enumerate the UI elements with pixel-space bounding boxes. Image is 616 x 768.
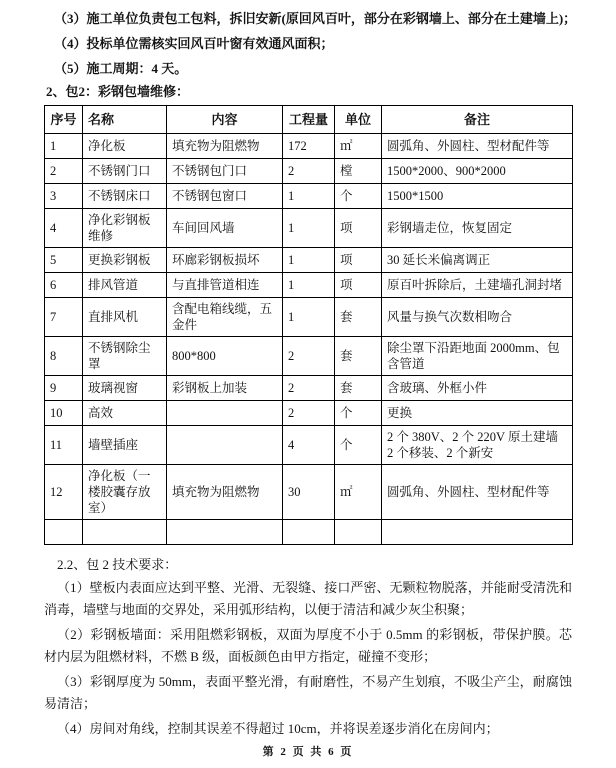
table-cell: 项 [335,248,382,273]
table-cell: 4 [283,426,335,465]
table-cell: 更换 [382,401,573,426]
table-cell: 1 [283,184,335,209]
table-cell: 2 [283,401,335,426]
table-cell: 1 [283,298,335,337]
requirement-line: （4）房间对角线，控制其误差不得超过 10cm，并将误差逐步消化在房间内； [57,721,499,736]
table-cell: 个 [335,184,382,209]
table-cell: 套 [335,298,382,337]
table-cell: 不锈钢床口 [83,184,167,209]
table-cell: 8 [45,337,83,376]
tech-requirements-paragraphs [44,577,572,740]
table-cell: 樘 [335,159,382,184]
table-cell: 2 个 380V、2 个 220V 原土建墙 2 个移装、2 个新安 [382,426,573,465]
table-header-cell: 备注 [382,106,573,134]
table-row [45,248,573,273]
table-body [45,134,573,545]
table-cell: 墙壁插座 [83,426,167,465]
table-cell: 30 延长米偏离调正 [382,248,573,273]
table-row [45,376,573,401]
table-header-row [45,106,573,134]
table-cell: 净化彩钢板维修 [83,209,167,248]
table-cell: 个 [335,426,382,465]
requirement-line: （2）彩钢板墙面：采用阻燃彩钢板，双面为厚度不小于 0.5mm 的彩钢板，带保护膜。芯材内层为阻燃材料，不燃 B 级，面板颜色由甲方指定，碰撞不变形； [44,627,572,664]
table-cell: 12 [45,465,83,520]
table-cell [83,520,167,545]
intro-line: （5）施工周期：4 天。 [54,61,188,76]
page-number-footer: 第 2 页 共 6 页 [262,746,354,758]
table-cell [167,520,283,545]
table-cell: ㎡ [335,465,382,520]
table-cell: 玻璃视窗 [83,376,167,401]
table-cell: 1500*2000、900*2000 [382,159,573,184]
table-cell: 含玻璃、外框小件 [382,376,573,401]
table-cell: 套 [335,337,382,376]
table-row [45,209,573,248]
table-header-cell: 内容 [167,106,283,134]
table-cell: 含配电箱线缆，五金件 [167,298,283,337]
work-items-table [44,105,573,545]
table-row [45,184,573,209]
table-cell: 圆弧角、外圆柱、型材配件等 [382,134,573,159]
table-cell: 净化板 [83,134,167,159]
table-cell [167,426,283,465]
table-cell: 11 [45,426,83,465]
table-cell: 除尘罩下沿距地面 2000mm、包含管道 [382,337,573,376]
table-cell: 与直排管道相连 [167,273,283,298]
requirement-line: （3）彩钢厚度为 50mm，表面平整光滑，有耐磨性，不易产生划痕，不吸尘产尘，耐腐蚀易清洁； [44,674,572,711]
table-cell: 1500*1500 [382,184,573,209]
table-cell: 高效 [83,401,167,426]
table-cell: 不锈钢门口 [83,159,167,184]
table-cell: 不锈钢包门口 [167,159,283,184]
table-cell: 2 [283,159,335,184]
table-cell: 172 [283,134,335,159]
table-row [45,298,573,337]
table-cell: 5 [45,248,83,273]
table-cell: 原百叶拆除后，土建墙孔洞封堵 [382,273,573,298]
table-cell: ㎡ [335,134,382,159]
table-cell: 更换彩钢板 [83,248,167,273]
table-header-cell: 名称 [83,106,167,134]
table-cell: 不锈钢包窗口 [167,184,283,209]
table-header-cell: 工程量 [283,106,335,134]
table-cell: 车间回风墙 [167,209,283,248]
table-cell: 1 [45,134,83,159]
table-row [45,426,573,465]
table-row [45,465,573,520]
table-cell: 4 [45,209,83,248]
intro-line: （4）投标单位需核实回风百叶窗有效通风面积； [54,36,334,51]
table-header-cell: 单位 [335,106,382,134]
table-cell: 个 [335,401,382,426]
package2-subheading: 2、包2：彩钢包墙维修： [46,84,190,99]
table-row [45,520,573,545]
table-row [45,273,573,298]
table-cell: 1 [283,209,335,248]
table-cell: 排风管道 [83,273,167,298]
table-cell [382,520,573,545]
table-row [45,159,573,184]
table-cell: 2 [283,376,335,401]
table-cell: 环廊彩钢板损坏 [167,248,283,273]
requirement-line: （1）壁板内表面应达到平整、光滑、无裂缝、接口严密、无颗粒物脱落，并能耐受清洗和消毒，墙壁与地面的交界处，采用弧形结构，以便于清洁和减少灰尘积聚； [44,580,572,617]
table-cell: 6 [45,273,83,298]
table-cell: 直排风机 [83,298,167,337]
intro-line: （3）施工单位负责包工包料，拆旧安新(原回风百叶，部分在彩钢墙上、部分在土建墙上)； [54,11,577,26]
table-cell: 彩钢板上加装 [167,376,283,401]
table-cell: 2 [45,159,83,184]
table-cell: 30 [283,465,335,520]
table-cell: 净化板（一楼胶囊存放室） [83,465,167,520]
table-header-cell: 序号 [45,106,83,134]
table-cell: 填充物为阻燃物 [167,134,283,159]
table-cell: 项 [335,273,382,298]
table-cell: 风量与换气次数相吻合 [382,298,573,337]
table-cell [283,520,335,545]
table-cell: 1 [283,248,335,273]
table-cell: 套 [335,376,382,401]
table-cell: 圆弧角、外圆柱、型材配件等 [382,465,573,520]
table-cell: 9 [45,376,83,401]
table-cell: 项 [335,209,382,248]
table-cell: 10 [45,401,83,426]
table-row [45,401,573,426]
table-cell: 7 [45,298,83,337]
intro-paragraphs [44,6,577,81]
table-cell: 彩钢墙走位，恢复固定 [382,209,573,248]
table-cell: 800*800 [167,337,283,376]
table-row [45,337,573,376]
table-cell: 填充物为阻燃物 [167,465,283,520]
table-row [45,134,573,159]
table-cell [335,520,382,545]
table-cell [45,520,83,545]
table-cell: 不锈钢除尘罩 [83,337,167,376]
table-cell: 1 [283,273,335,298]
table-cell: 2 [283,337,335,376]
tech-requirements-title: 2.2、包 2 技术要求： [57,557,178,572]
table-cell [167,401,283,426]
table-cell: 3 [45,184,83,209]
